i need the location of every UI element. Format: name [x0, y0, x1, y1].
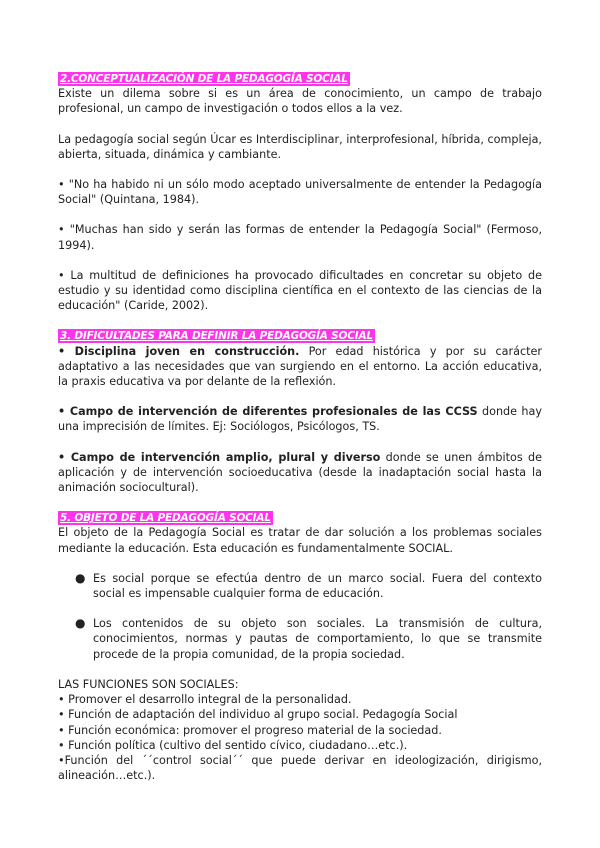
section-2 — [58, 71, 542, 313]
function-item: • Función económica: promover el progreso material de la sociedad. — [58, 723, 442, 737]
section-5-heading: 5. OBJETO DE LA PEDAGOGÍA SOCIAL — [60, 512, 271, 525]
difficulty-item — [58, 344, 542, 390]
list-item — [58, 616, 542, 662]
list-item-text: Los contenidos de su objeto son sociales. La transmisión de cultura, conocimientos, normas y pautas de comportamiento, lo que se transmite procede de la propia comunidad, de la propia sociedad. — [93, 617, 542, 661]
function-item: • Promover el desarrollo integral de la personalidad. — [58, 693, 352, 707]
difficulty-item-title: • Campo de intervención de diferentes profesionales de las CCSS — [58, 405, 478, 419]
list-item — [58, 571, 542, 601]
section-2-definition: La pedagogía social según Úcar es Interdisciplinar, interprofesional, híbrida, compleja, abierta, situada, dinámica y cambiante. — [58, 132, 542, 161]
section-5-intro: El objeto de la Pedagogía Social es tratar de dar solución a los problemas sociales mediante la educación. Esta educación es fundamentalmente SOCIAL. — [58, 526, 542, 555]
difficulty-item-title: • Campo de intervención amplio, plural y diverso — [58, 450, 381, 464]
difficulty-item-text: donde hay una imprecisión de límites. Ej: Sociólogos, Psicólogos, TS. — [58, 405, 542, 434]
document-body — [58, 71, 542, 783]
section-2-heading: 2.CONCEPTUALIZACIÓN DE LA PEDAGOGÍA SOCIAL — [60, 73, 348, 85]
difficulty-item-text: donde se unen ámbitos de aplicación y de intervención socioeducativa (desde la inadaptación social hasta la animación sociocultural). — [58, 450, 542, 495]
quote-caride: • La multitud de definiciones ha provocado dificultades en concretar su objeto de estudio y su identidad como disciplina científica en el contexto de las ciencias de la educación" (Caride, 2002). — [58, 268, 542, 313]
quote-fermoso: • "Muchas han sido y serán las formas de entender la Pedagogía Social" (Fermoso, 1994). — [58, 223, 542, 252]
difficulty-item — [58, 404, 542, 434]
difficulty-item-text: Por edad histórica y por su carácter adaptativo a las necesidades que van surgiendo en el entorno. La acción educativa, la praxis educativa va por delante de la reflexión. — [58, 344, 542, 389]
function-item: • Función política (cultivo del sentido cívico, ciudadano…etc.). — [58, 738, 408, 752]
bullet-dot-icon: ● — [75, 570, 86, 585]
quote-quintana: • "No ha habido ni un sólo modo aceptado universalmente de entender la Pedagogía Social" (Quintana, 1984). — [58, 178, 542, 207]
function-item: • Función de adaptación del individuo al grupo social. Pedagogía Social — [58, 708, 458, 722]
object-bullet-list — [58, 571, 542, 662]
list-item-text: Es social porque se efectúa dentro de un marco social. Fuera del contexto social es impensable cualquier forma de educación. — [93, 571, 542, 601]
functions-title: LAS FUNCIONES SON SOCIALES: — [58, 677, 239, 691]
section-5 — [58, 510, 542, 783]
bullet-dot-icon: ● — [75, 616, 86, 631]
list-spacer — [58, 601, 542, 616]
function-item: •Función del ´´control social´´ que puede derivar en ideologización, dirigismo, alineación…etc.). — [58, 753, 542, 783]
section-2-intro: Existe un dilema sobre si es un área de conocimiento, un campo de trabajo profesional, un campo de investigación o todos ellos a la vez. — [58, 87, 542, 116]
section-3 — [58, 328, 542, 495]
section-3-heading: 3. DIFICULTADES PARA DEFINIR LA PEDAGOGÍA SOCIAL — [60, 330, 373, 343]
difficulty-item-title: • Disciplina joven en construcción. — [58, 344, 300, 358]
difficulty-item — [58, 450, 542, 496]
